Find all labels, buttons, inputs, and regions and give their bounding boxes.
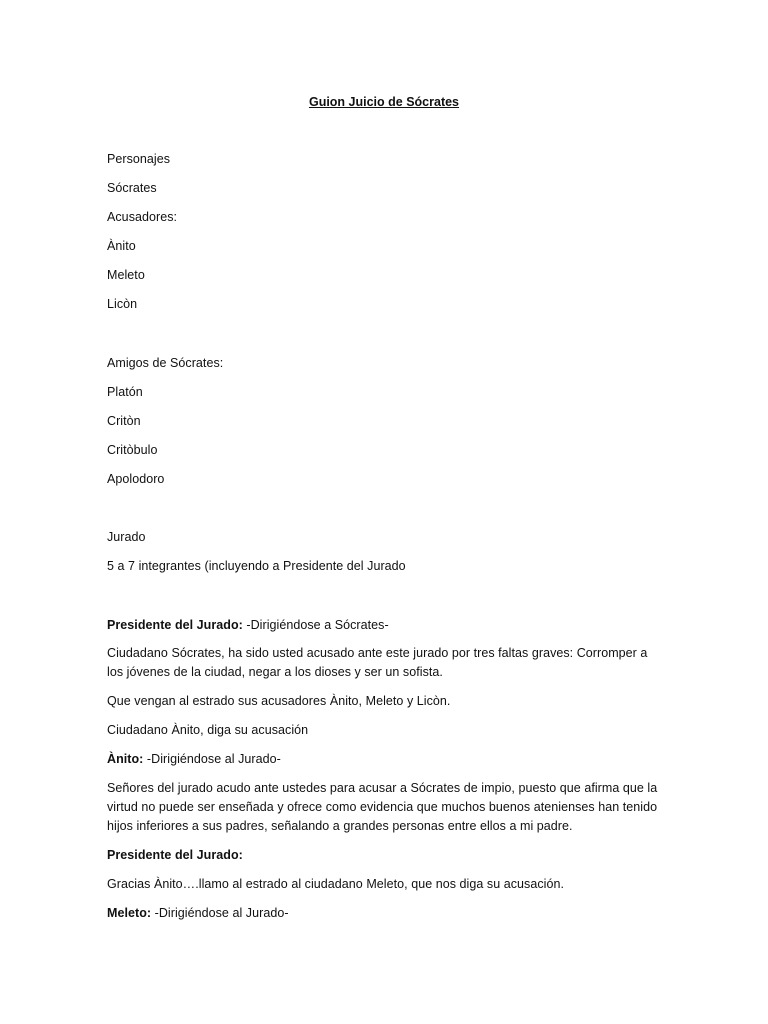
friend-apolodoro: Apolodoro xyxy=(107,472,165,486)
speaker-line-president-2: Presidente del Jurado: xyxy=(107,848,243,862)
friends-heading: Amigos de Sócrates: xyxy=(107,356,224,370)
paragraph-anito-speech: Señores del jurado acudo ante ustedes para acusar a Sócrates de impio, puesto que afirma que la virtud no puede ser enseñada y ofrece como evidencia que muchos buenos atenienses han tenido hijos inferiores a sus padres, señalando a grandes personas entre ellos a mi padre. xyxy=(107,781,658,833)
jury-note: 5 a 7 integrantes (incluyendo a Presidente del Jurado xyxy=(107,559,406,573)
speaker-line-anito xyxy=(107,750,281,768)
characters-heading: Personajes xyxy=(107,152,171,166)
speaker-line-meleto xyxy=(107,904,289,922)
paragraph-accusation-summary: Ciudadano Sócrates, ha sido usted acusado ante este jurado por tres faltas graves: Corromper a los jóvenes de la ciudad, negar a los dioses y ser un sofista. xyxy=(107,646,648,679)
friend-platon: Platón xyxy=(107,385,143,399)
stage-direction: -Dirigiéndose a Sócrates- xyxy=(242,618,389,632)
jury-heading: Jurado xyxy=(107,530,146,544)
accuser-licon: Licòn xyxy=(107,297,138,311)
accuser-meleto: Meleto xyxy=(107,268,145,282)
speaker-name: Presidente del Jurado: xyxy=(107,618,243,632)
friend-criton: Critòn xyxy=(107,414,141,428)
paragraph-call-meleto: Gracias Ànito….llamo al estrado al ciudadano Meleto, que nos diga su acusación. xyxy=(107,877,564,891)
stage-direction: -Dirigiéndose al Jurado- xyxy=(151,906,289,920)
speaker-line-president-1 xyxy=(107,616,389,634)
document-title: Guion Juicio de Sócrates xyxy=(308,95,460,109)
speaker-name: Ànito: xyxy=(107,752,144,766)
stage-direction: -Dirigiéndose al Jurado- xyxy=(143,752,281,766)
speaker-name: Meleto: xyxy=(107,906,152,920)
friend-critobulo: Critòbulo xyxy=(107,443,158,457)
paragraph-call-accusers: Que vengan al estrado sus acusadores Ànito, Meleto y Licòn. xyxy=(107,694,451,708)
accusers-heading: Acusadores: xyxy=(107,210,178,224)
accuser-anito: Ànito xyxy=(107,239,136,253)
paragraph-call-anito: Ciudadano Ànito, diga su acusación xyxy=(107,723,309,737)
character-socrates: Sócrates xyxy=(107,181,157,195)
